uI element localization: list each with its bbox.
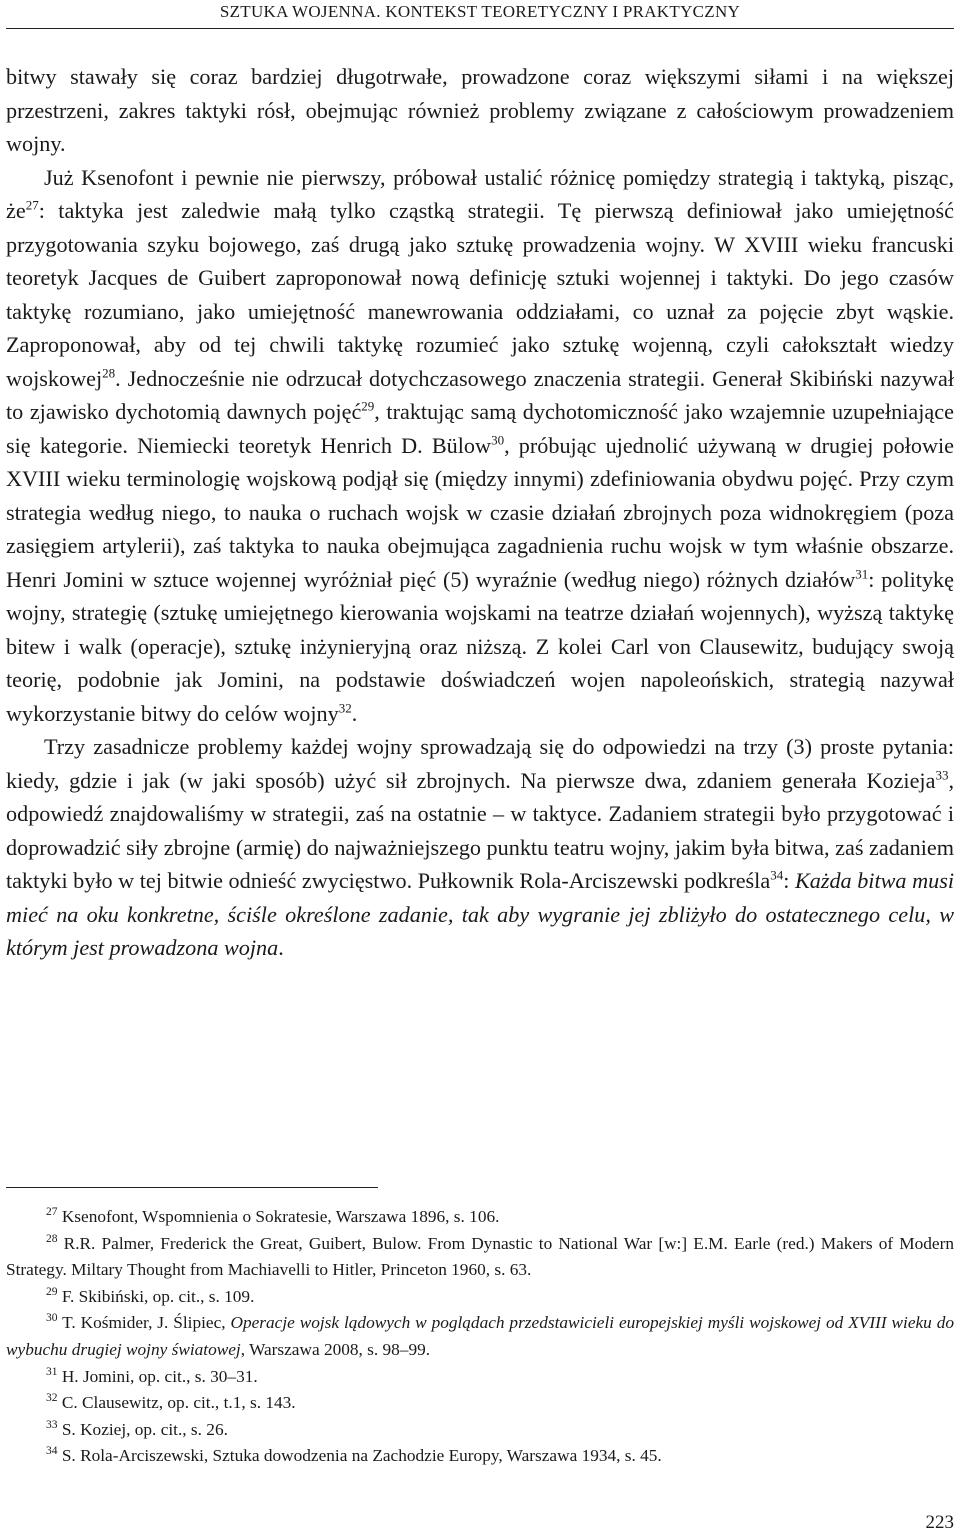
text-segment: Trzy zasadnicze problemy każdej wojny sprowadzają się do odpowiedzi na trzy (3) proste pytania: kiedy, gdzie i jak (w jaki sposób) użyć sił zbrojnych. Na pierwsze dwa, zdaniem generała Kozieja [6, 734, 954, 793]
text-segment: Ksenofont, Wspomnienia o Sokratesie, Warszawa 1896, s. 106. [57, 1207, 500, 1226]
text-segment: , traktując samą dychotomiczność jako wzajemnie uzupełniające się kategorie. Niemiecki teoretyk Henrich D. Bülow [6, 399, 954, 458]
text-segment: bitwy stawały się coraz bardziej długotrwałe, prowadzone coraz większymi siłami i na większej przestrzeni, zakres taktyki rósł, obejmując również problemy związane z całościowym prowadzeniem wojny. [6, 64, 954, 156]
text-segment: : politykę wojny, strategię (sztukę umiejętnego kierowania wojskami na teatrze działań wojennych), wyższą taktykę bitew i walk (operacje), sztukę inżynieryjną oraz niższą. Z kolei Carl von Clausewitz, budujący swoją teorię, podobnie jak Jomini, na podstawie doświadczeń wojen napoleońskich, strategią nazywał wykorzystanie bitwy do celów wojny [6, 566, 954, 726]
footnote-reference: 34 [46, 1445, 58, 1458]
text-segment: . Jednocześnie nie odrzucał dotychczasowego znaczenia strategii. Generał Skibiński nazywał to zjawisko dychotomią dawnych pojęć [6, 365, 954, 424]
footnote-reference: 27 [46, 1206, 58, 1219]
footnote-reference: 29 [46, 1286, 58, 1299]
text-segment: R.R. Palmer, Frederick the Great, Guibert, Bulow. From Dynastic to National War [w:] E.M. Earle (red.) Makers of Modern Strategy. Miltary Thought from Machiavelli to Hitler, Princeton 1960, s. 63. [6, 1233, 954, 1280]
footnote [6, 1204, 954, 1231]
text-segment: : [783, 868, 795, 893]
footnote [6, 1390, 954, 1417]
paragraph [6, 60, 954, 161]
footnote [6, 1231, 954, 1284]
footnote [6, 1310, 954, 1363]
text-segment: T. Kośmider, J. Ślipiec, [57, 1313, 231, 1333]
footnote-reference: 28 [46, 1232, 58, 1245]
footnote-reference: 30 [491, 432, 505, 448]
footnote-reference: 30 [46, 1312, 58, 1325]
text-segment: S. Rola-Arciszewski, Sztuka dowodzenia na Zachodzie Europy, Warszawa 1934, s. 45. [57, 1446, 662, 1466]
footnote-reference: 32 [46, 1392, 58, 1405]
text-segment: S. Koziej, op. cit., s. 26. [57, 1419, 228, 1439]
footnote-reference: 33 [935, 767, 949, 783]
text-segment: H. Jomini, op. cit., s. 30–31. [57, 1366, 258, 1386]
footnote-reference: 28 [102, 365, 116, 381]
footnote [6, 1284, 954, 1311]
footnote-reference: 33 [46, 1418, 58, 1431]
footnote-reference: 34 [770, 867, 784, 883]
text-segment: Już Ksenofont i pewnie nie pierwszy, próbował ustalić różnicę pomiędzy strategią i taktyką, pisząc, że [6, 164, 954, 223]
italic-text: Operacje wojsk lądowych w poglądach przedstawicieli europejskiej myśli wojskowej od XVIII wieku do wybuchu drugiej wojny światowej [6, 1313, 955, 1359]
text-segment: C. Clausewitz, op. cit., t.1, s. 143. [57, 1393, 296, 1413]
footnotes [6, 1204, 954, 1470]
footnote [6, 1443, 954, 1470]
footnote-reference: 27 [25, 197, 39, 213]
text-segment: , odpowiedź znajdowaliśmy w strategii, zaś na ostatnie – w taktyce. Zadaniem strategii było przygotować i doprowadzić siły zbrojne (armię) do najważniejszego punktu teatru wojny, jakim była bitwa, zaś zadaniem taktyki było w tej bitwie odnieść zwycięstwo. Pułkownik Rola-Arciszewski podkreśla [6, 767, 954, 893]
footnote-reference: 32 [338, 700, 352, 716]
text-segment: : taktyka jest zaledwie małą tylko cząstką strategii. Tę pierwszą definiował jako umiejętność przygotowania szyku bojowego, zaś drugą jako sztukę prowadzenia wojny. W XVIII wieku francuski teoretyk Jacques de Guibert zaproponował nową definicję sztuki wojennej i taktyki. Do jego czasów taktykę rozumiano, jako umiejętność manewrowania oddziałami, co uznał za pojęcie zbyt wąskie. Zaproponował, aby od tej chwili taktykę rozumieć jako sztukę wojenną, czyli całokształt wiedzy wojskowej [6, 198, 954, 391]
footnote [6, 1417, 954, 1444]
footnote [6, 1364, 954, 1391]
text-segment: . [278, 935, 284, 960]
text-segment: . [351, 700, 358, 726]
footnote-reference: 29 [361, 398, 375, 414]
text-segment: , Warszawa 2008, s. 98–99. [240, 1339, 431, 1359]
italic-text: Każda bitwa musi mieć na oku konkretne, ściśle określone zadanie, tak aby wygranie jej zbliżyło do ostatecznego celu, w którym jest prowadzona wojna [6, 868, 955, 960]
footnote-reference: 31 [46, 1365, 58, 1378]
paragraph [6, 161, 954, 731]
body-text [6, 60, 954, 965]
footnote-separator [6, 1187, 378, 1188]
running-header: SZTUKA WOJENNA. KONTEKST TEORETYCZNY I PRAKTYCZNY [219, 2, 741, 21]
header-rule [6, 28, 954, 29]
text-segment: , próbując ujednolić używaną w drugiej połowie XVIII wieku terminologię wojskową podjął się (między innymi) zdefiniowania obydwu pojęć. Przy czym strategia według niego, to nauka o ruchach wojsk w czasie działań zbrojnych poza widnokręgiem (poza zasięgiem artylerii), zaś taktyka to nauka obejmująca zagadnienia ruchu wojsk w tym właśnie obszarze. Henri Jomini w sztuce wojennej wyróżniał pięć (5) wyraźnie (według niego) różnych działów [6, 432, 955, 592]
page-number: 223 [925, 1512, 954, 1533]
text-segment: F. Skibiński, op. cit., s. 109. [57, 1286, 255, 1306]
footnote-reference: 31 [855, 566, 869, 582]
paragraph [6, 730, 954, 965]
